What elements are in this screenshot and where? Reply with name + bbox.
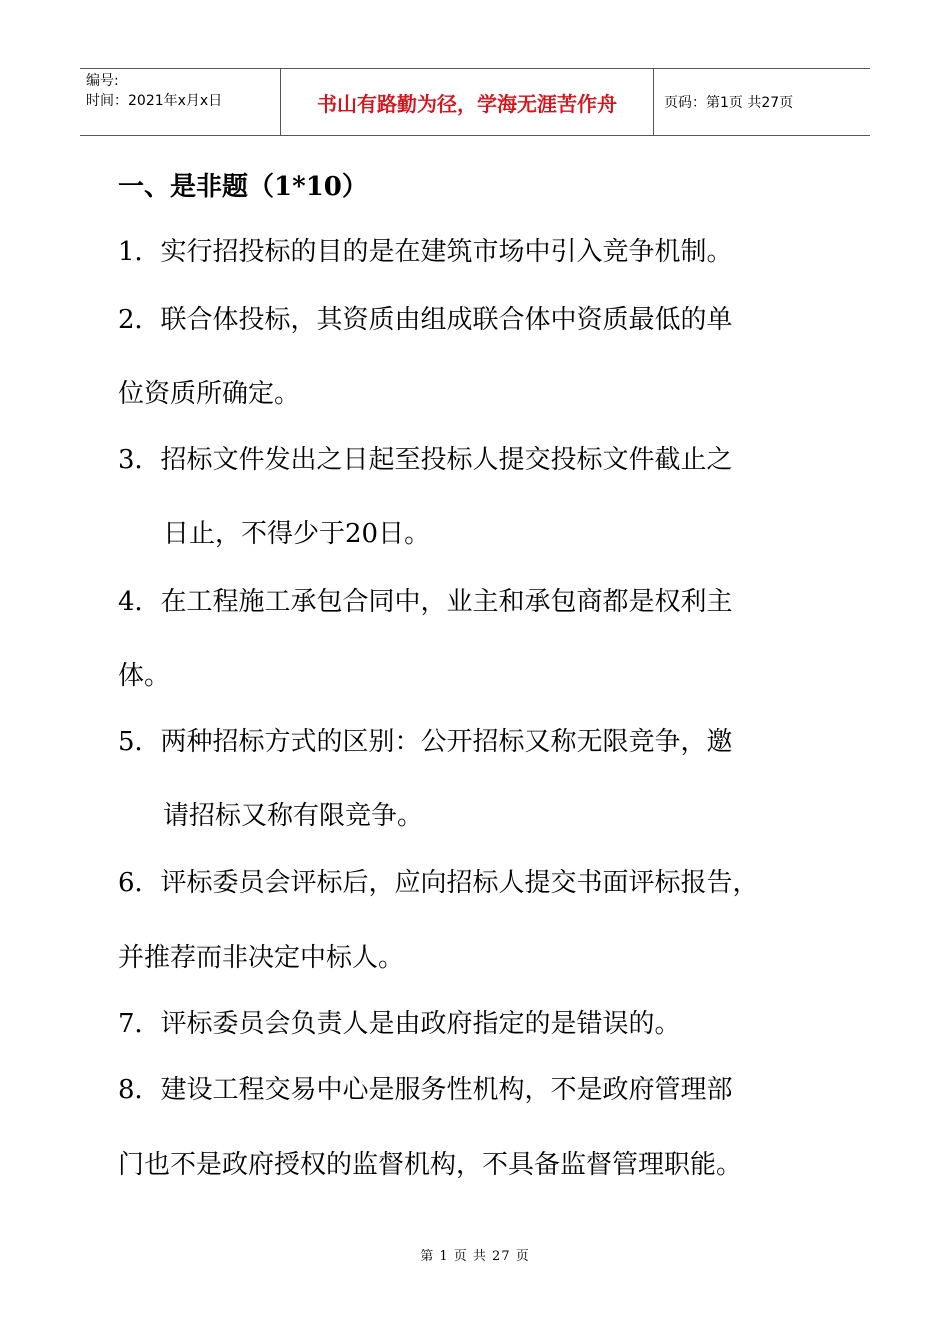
question-line: 3．招标文件发出之日起至投标人提交投标文件截止之	[118, 445, 733, 475]
section-title: 一、是非题（1*10）	[118, 172, 368, 202]
question-line: 4．在工程施工承包合同中，业主和承包商都是权利主	[118, 587, 733, 617]
question-line: 6．评标委员会评标后，应向招标人提交书面评标报告，	[118, 868, 759, 898]
question-line: 请招标又称有限竞争。	[163, 801, 424, 831]
header-motto: 书山有路勤为径，学海无涯苦作舟	[317, 91, 617, 116]
question-line: 8．建设工程交易中心是服务性机构，不是政府管理部	[118, 1075, 733, 1105]
question-line: 门也不是政府授权的监督机构，不具备监督管理职能。	[118, 1150, 743, 1180]
question-line: 日止，不得少于20日。	[163, 519, 431, 549]
page-footer: 第 1 页 共 27 页	[420, 1249, 530, 1264]
question-line: 2．联合体投标，其资质由组成联合体中资质最低的单	[118, 305, 733, 335]
question-line: 1．实行招投标的目的是在建筑市场中引入竞争机制。	[118, 237, 733, 267]
question-line: 体。	[118, 661, 171, 691]
time-label: 时间：2021年x月x日	[86, 93, 223, 109]
header-meta	[80, 69, 281, 135]
question-line: 位资质所确定。	[118, 379, 301, 409]
question-line: 并推荐而非决定中标人。	[118, 943, 405, 973]
document-header	[80, 68, 870, 136]
question-line: 5．两种招标方式的区别：公开招标又称无限竞争，邀	[118, 727, 733, 757]
question-line: 7．评标委员会负责人是由政府指定的是错误的。	[118, 1009, 681, 1039]
header-page-info: 页码：第1页 共27页	[664, 95, 794, 111]
number-label: 编号:	[86, 73, 119, 89]
header-motto-cell	[281, 69, 654, 135]
